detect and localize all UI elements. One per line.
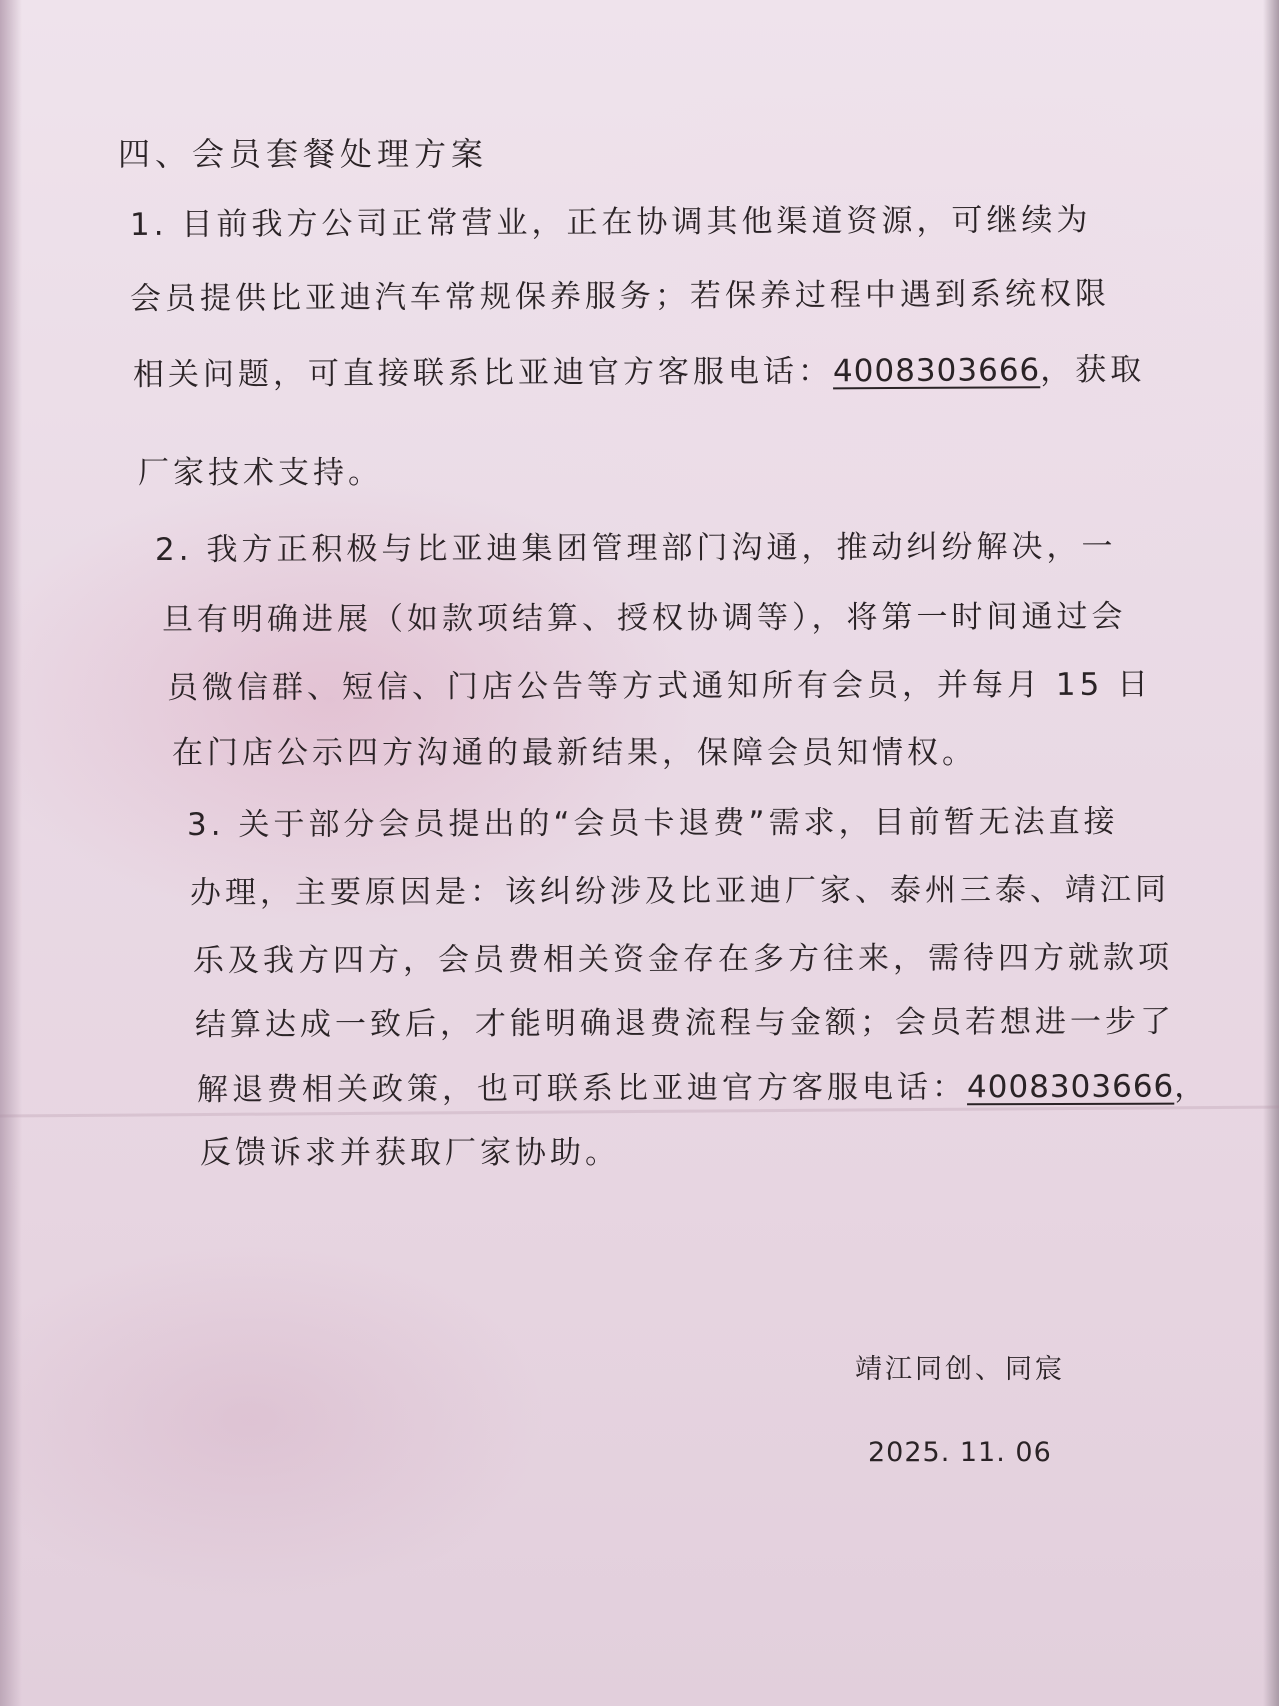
item-2-line-1: 2. 我方正积极与比亚迪集团管理部门沟通，推动纠纷解决，一 (154, 528, 1117, 568)
item-1-line-1: 1. 目前我方公司正常营业，正在协调其他渠道资源，可继续为 (129, 201, 1092, 243)
item-3-line-5-text: 解退费相关政策，也可联系比亚迪官方客服电话： (196, 1069, 968, 1108)
item-3-line-6: 反馈诉求并获取厂家协助。 (200, 1135, 620, 1171)
item-1-line-4: 厂家技术支持。 (138, 455, 383, 491)
item-3-line-5 (197, 1066, 1209, 1110)
item-2-line-2: 旦有明确进展（如款项结算、授权协调等），将第一时间通过会 (161, 598, 1127, 638)
section-heading: 四、会员套餐处理方案 (118, 135, 489, 173)
item-1-phone-number[interactable]: 4008303666 (832, 352, 1041, 390)
item-2-line-3: 员微信群、短信、门店公告等方式通知所有会员，并每月 15 日 (166, 666, 1153, 706)
item-1-line-3-tail: ，获取 (1040, 351, 1146, 389)
item-3-line-4: 结算达成一致后，才能明确退费流程与金额；会员若想进一步了 (194, 1003, 1176, 1043)
item-1-line-2: 会员提供比亚迪汽车常规保养服务；若保养过程中遇到系统权限 (129, 275, 1111, 317)
item-1-line-3 (133, 350, 1145, 395)
signature-org: 靖江同创、同宸 (855, 1354, 1065, 1385)
item-3-phone-number[interactable]: 4008303666 (966, 1068, 1175, 1106)
paper-right-edge (1263, 0, 1279, 1706)
item-3-line-3: 乐及我方四方，会员费相关资金存在多方往来，需待四方就款项 (192, 939, 1174, 979)
item-1-line-3-text: 相关问题，可直接联系比亚迪官方客服电话： (132, 353, 834, 393)
signature-date: 2025. 11. 06 (868, 1437, 1052, 1468)
item-3-line-2: 办理，主要原因是：该纠纷涉及比亚迪厂家、泰州三泰、靖江同 (189, 871, 1171, 911)
paper-left-edge (0, 0, 22, 1706)
item-3-line-1: 3. 关于部分会员提出的“会员卡退费”需求，目前暂无法直接 (186, 803, 1119, 843)
item-2-line-4: 在门店公示四方沟通的最新结果，保障会员知情权。 (172, 735, 977, 771)
item-3-line-5-tail: ， (1174, 1068, 1210, 1105)
